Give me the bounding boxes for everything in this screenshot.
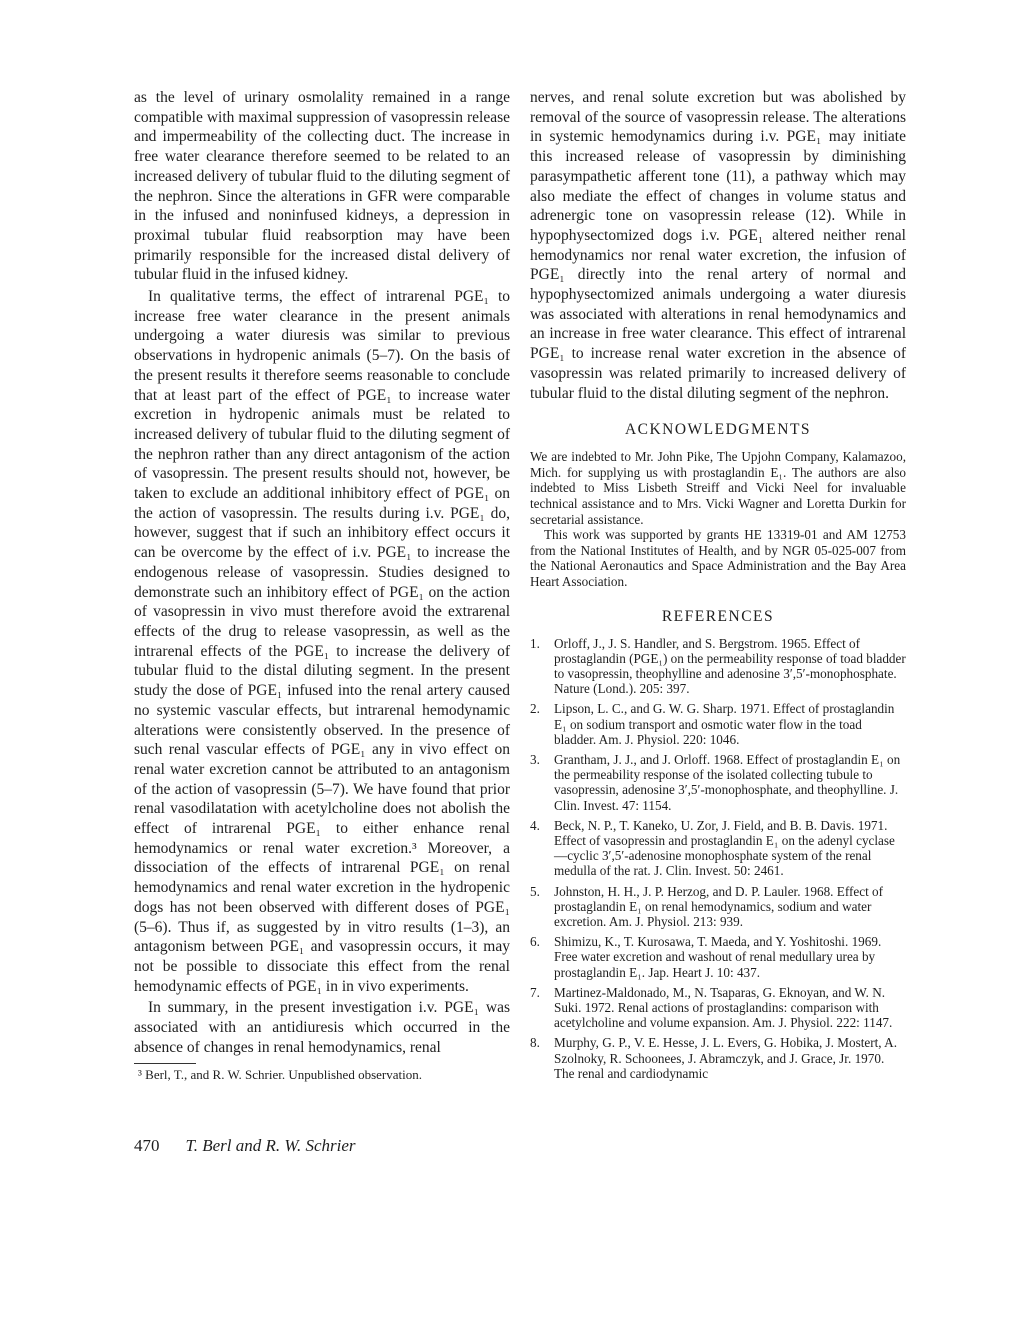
footnote: ³ Berl, T., and R. W. Schrier. Unpublished observation. (134, 1063, 510, 1083)
page-number: 470 (134, 1136, 160, 1155)
acknowledgment-paragraph: This work was supported by grants HE 13319-01 and AM 12753 from the National Institutes of Health, and by NGR 05-025-007 from the National Aeronautics and Space Administration and the Bay Area Heart Association. (530, 527, 906, 589)
reference-item: 1. Orloff, J., J. S. Handler, and S. Bergstrom. 1965. Effect of prostaglandin (PGE₁) on the permeability response of toad bladder to vasopressin, theophylline and adenosine 3′,5′-monophosphate. Nature (Lond.). 205: 397. (530, 635, 906, 697)
acknowledgments-section (530, 449, 906, 589)
reference-item: 4. Beck, N. P., T. Kaneko, U. Zor, J. Field, and B. B. Davis. 1971. Effect of vasopressin and prostaglandin E₁ on the adenyl cyclase—cyclic 3′,5′-adenosine monophosphate system of the renal medulla of the rat. J. Clin. Invest. 50: 2461. (530, 817, 895, 879)
body-paragraph: In qualitative terms, the effect of intrarenal PGE₁ to increase free water clearance in the present animals undergoing a water diuresis was similar to previous observations in hydropenic animals (5–7). On the basis of the present results it therefore seems reasonable to conclude that at least part of the effect of PGE₁ to increase water excretion in hydropenic animals must be related to increased delivery of tubular fluid to the diluting segment of the nephron rather than any direct antagonism of the action of vasopressin. The present results should not, however, be taken to exclude an additional inhibitory effect of PGE₁ on the action of vasopressin. The results during i.v. PGE₁ do, however, suggest that if such an inhibitory effect occurs it can be overcome by the effect of i.v. PGE₁ to increase the endogenous release of vasopressin. Studies designed to demonstrate such an inhibitory effect of PGE₁ on the action of vasopressin in vivo must therefore avoid the extrarenal effects of the drug to release vasopressin, as well as the intrarenal effects of the PGE₁ to increase the delivery of tubular fluid to the distal diluting segment. In the present study the dose of PGE₁ infused into the renal artery caused no systemic vascular effects, but intrarenal hemodynamic alterations were consistently observed. In the presence of such renal vascular effects of PGE₁ any in vivo effect on renal water excretion cannot be attributed to an antagonism of the action of vasopressin (5–7). We have found that prior renal vasodilatation with acetylcholine does not abolish the effect of intrarenal PGE₁ to either enhance renal hemodynamics or renal water excretion.³ Moreover, a dissociation of the effects of intrarenal PGE₁ on renal hemodynamics and renal water excretion in the hydropenic dogs has not been observed with different doses of PGE₁ (5–6). Thus if, as suggested by in vitro results (1–3), an antagonism between PGE₁ and vasopressin occurs, it may not be possible to dissociate this effect from the renal hemodynamic effects of PGE₁ in in vivo experiments. (134, 288, 510, 995)
body-paragraph: In summary, in the present investigation i.v. PGE₁ was associated with an antidiuresis which occurred in the absence of changes in renal hemodynamics, renal (134, 999, 510, 1056)
reference-item: 6. Shimizu, K., T. Kurosawa, T. Maeda, and Y. Yoshitoshi. 1969. Free water excretion and washout of renal medullary urea by prostaglandin E₁. Jap. Heart J. 10: 437. (530, 934, 882, 980)
acknowledgment-paragraph: We are indebted to Mr. John Pike, The Upjohn Company, Kalamazoo, Mich. for supplying us with prostaglandin E₁. The authors are also indebted to Miss Lisbeth Streiff and Vicki Neel for invaluable technical assistance and to Mrs. Vicki Wagner and Loretta Durkin for secretarial assistance. (530, 449, 906, 527)
running-authors: T. Berl and R. W. Schrier (185, 1136, 356, 1155)
right-column (530, 88, 906, 1086)
body-paragraph: nerves, and renal solute excretion but was abolished by removal of the source of vasopressin release. The alterations in systemic hemodynamics during i.v. PGE₁ may initiate this increased release of vasopressin by diminishing parasympathetic afferent tone (11), a pathway which may also mediate the effect of changes in volume status and adrenergic tone on vasopressin release (12). While in hypophysectomized dogs i.v. PGE₁ altered neither renal hemodynamics nor renal water excretion, the infusion of PGE₁ directly into the renal artery of normal and hypophysectomized animals undergoing a water diuresis was associated with alterations in renal hemodynamics and an increase in free water clearance. This effect of intrarenal PGE₁ to increase renal water excretion in the absence of vasopressin was related primarily to increased delivery of tubular fluid to the distal diluting segment of the nephron. (530, 89, 906, 402)
reference-item: 2. Lipson, L. C., and G. W. G. Sharp. 1971. Effect of prostaglandin E₁ on sodium transport and osmotic water flow in the toad bladder. Am. J. Physiol. 220: 1046. (530, 701, 895, 747)
reference-item: 8. Murphy, G. P., V. E. Hesse, J. L. Evers, G. Hobika, J. Mostert, A. Szolnoky, R. Schoonees, J. Abramczyk, and J. Grace, Jr. 1970. The renal and cardiodynamic (530, 1035, 897, 1081)
reference-list (530, 636, 906, 1081)
left-column (134, 88, 510, 1083)
reference-item: 3. Grantham, J. J., and J. Orloff. 1968. Effect of prostaglandin E₁ on the permeability response of the isolated collecting tubule to vasopressin, adenosine 3′,5′-monophosphate, and theophylline. J. Clin. Invest. 47: 1154. (530, 752, 901, 813)
page-footer (134, 1136, 356, 1156)
reference-item: 7. Martinez-Maldonado, M., N. Tsaparas, G. Eknoyan, and W. N. Suki. 1972. Renal actions of prostaglandins: comparison with acetylcholine and volume expansion. Am. J. Physiol. 222: 1147. (530, 984, 893, 1031)
references-heading: REFERENCES (661, 607, 775, 625)
reference-item: 5. Johnston, H. H., J. P. Herzog, and D. P. Lauler. 1968. Effect of prostaglandin E₁ on renal hemodynamics, sodium and water excretion. Am. J. Physiol. 213: 939. (530, 883, 884, 930)
body-paragraph: as the level of urinary osmolality remained in a range compatible with maximal suppression of vasopressin release and impermeability of the collecting duct. The increase in free water clearance therefore seemed to be related to an increased delivery of tubular fluid to the diluting segment of the nephron. Since the alterations in GFR were comparable in the infused and noninfused kidneys, a depression in proximal tubular fluid reabsorption may have been primarily responsible for the increased distal delivery of tubular fluid in the infused kidney. (134, 89, 510, 284)
acknowledgments-heading: ACKNOWLEDGMENTS (624, 421, 812, 439)
